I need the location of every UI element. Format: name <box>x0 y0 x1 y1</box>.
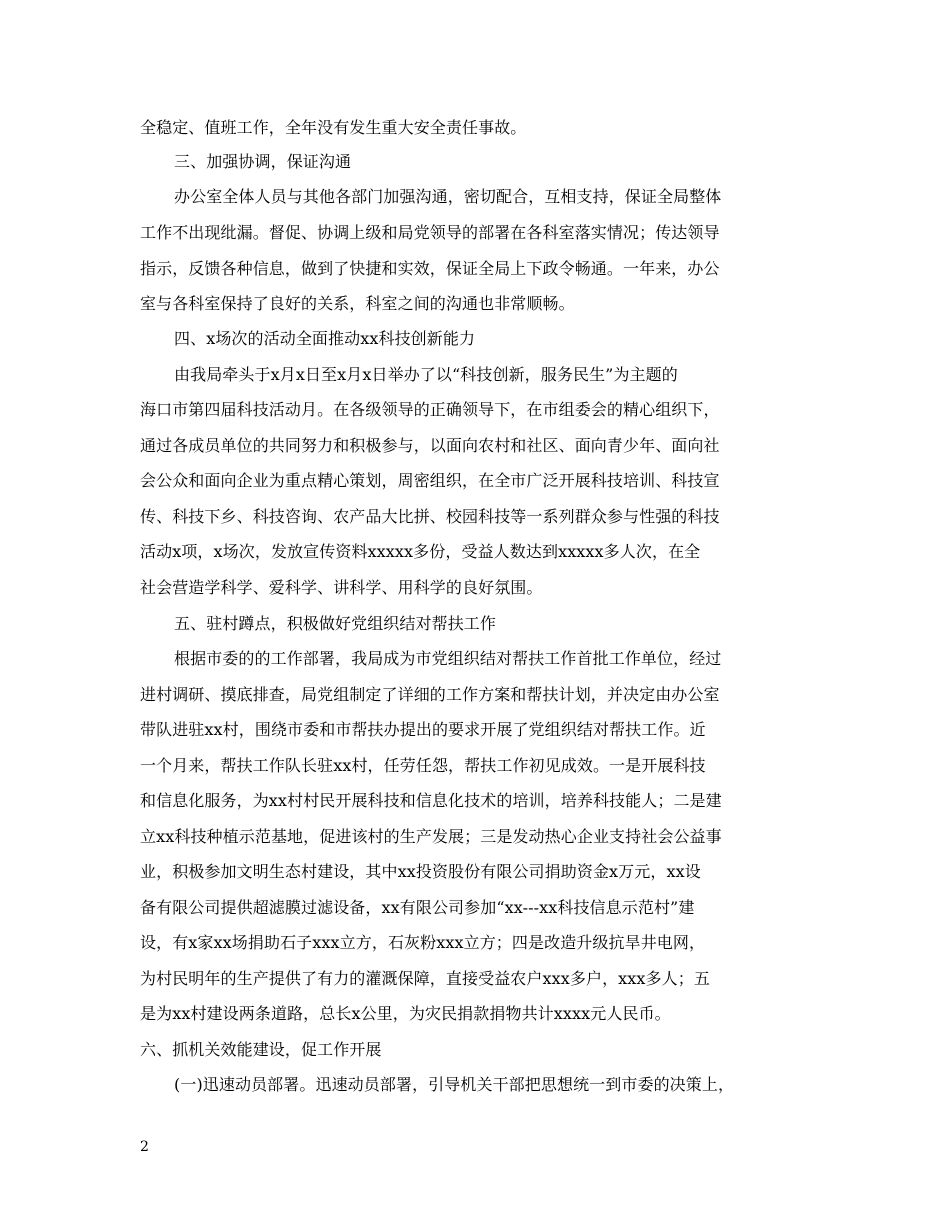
text-line: 海口市第四届科技活动月。在各级领导的正确领导下，在市组委会的精心组织下， <box>140 400 720 419</box>
text-line: 会公众和面向企业为重点精心策划，周密组织，在全市广泛开展科技培训、科技宣 <box>140 471 720 490</box>
text-line: 是为xx村建设两条道路，总长x公里，为灾民捐款捐物共计xxxx元人民币。 <box>140 1004 671 1023</box>
text-line: 立xx科技种植示范基地，促进该村的生产发展；三是发动热心企业支持社会公益事 <box>140 827 722 846</box>
text-line: 由我局牵头于x月x日至x月x日举办了以“科技创新，服务民生”为主题的 <box>174 365 678 384</box>
section-heading: (一)迅速动员部署。迅速动员部署，引导机关干部把思想统一到市委的决策上， <box>174 1075 735 1094</box>
text-line: 室与各科室保持了良好的关系，科室之间的沟通也非常顺畅。 <box>140 294 575 313</box>
text-line: 工作不出现纰漏。督促、协调上级和局党领导的部署在各科室落实情况；传达领导 <box>140 223 720 242</box>
text-line: 备有限公司提供超滤膜过滤设备，xx有限公司参加“xx---xx科技信息示范村”建 <box>140 898 695 917</box>
text-line: 根据市委的的工作部署，我局成为市党组织结对帮扶工作首批工作单位，经过 <box>174 649 722 668</box>
text-line: 为村民明年的生产提供了有力的灌溉保障，直接受益农户xxx多户，xxx多人；五 <box>140 969 710 988</box>
text-line: 进村调研、摸底排查，局党组制定了详细的工作方案和帮扶计划，并决定由办公室 <box>140 685 720 704</box>
page-number: 2 <box>140 1139 149 1155</box>
text-line: 带队进驻xx村，围绕市委和市帮扶办提出的要求开展了党组织结对帮扶工作。近 <box>140 720 706 739</box>
text-line: 一个月来，帮扶工作队长驻xx村，任劳任怨，帮扶工作初见成效。一是开展科技 <box>140 756 706 775</box>
text-line: 办公室全体人员与其他各部门加强沟通，密切配合，互相支持，保证全局整体 <box>174 187 722 206</box>
text-line: 社会营造学科学、爱科学、讲科学、用科学的良好氛围。 <box>140 578 543 597</box>
text-line: 全稳定、值班工作，全年没有发生重大安全责任事故。 <box>140 118 527 137</box>
text-line: 通过各成员单位的共同努力和积极参与，以面向农村和社区、面向青少年、面向社 <box>140 436 720 455</box>
text-line: 活动x项，x场次，发放宣传资料xxxxx多份，受益人数达到xxxxx多人次，在全 <box>140 542 701 561</box>
text-line: 设，有x家xx场捐助石子xxx立方，石灰粉xxx立方；四是改造升级抗旱井电网， <box>140 933 706 952</box>
text-line: 业，积极参加文明生态村建设，其中xx投资股份有限公司捐助资金x万元，xx设 <box>140 862 701 881</box>
section-heading: 三、加强协调，保证沟通 <box>174 152 352 171</box>
section-heading: 四、x场次的活动全面推动xx科技创新能力 <box>174 329 476 348</box>
text-line: 指示，反馈各种信息，做到了快捷和实效，保证全局上下政令畅通。一年来，办公 <box>140 259 720 278</box>
section-heading: 五、驻村蹲点，积极做好党组织结对帮扶工作 <box>174 614 497 633</box>
text-line: 传、科技下乡、科技咨询、农产品大比拼、校园科技等一系列群众参与性强的科技 <box>140 507 720 526</box>
text-line: 六、抓机关效能建设，促工作开展 <box>140 1040 382 1059</box>
text-line: 和信息化服务，为xx村村民开展科技和信息化技术的培训，培养科技能人；二是建 <box>140 791 722 810</box>
